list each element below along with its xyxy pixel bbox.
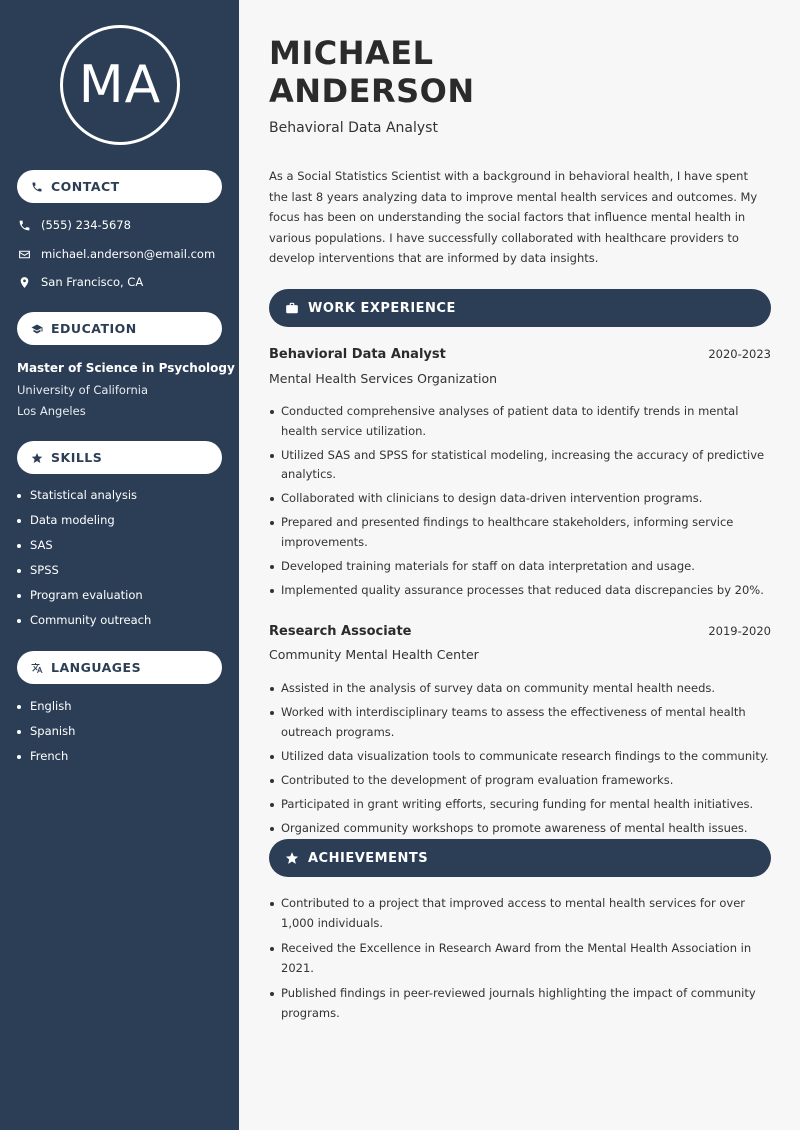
phone-icon — [18, 219, 31, 232]
list-item: Assisted in the analysis of survey data on community mental health needs. — [269, 679, 769, 699]
work-experience-heading-label: WORK EXPERIENCE — [308, 300, 456, 316]
skills-heading-label: SKILLS — [51, 450, 103, 465]
full-name — [269, 34, 475, 110]
education-heading — [17, 312, 222, 345]
languages-heading-label: LANGUAGES — [51, 660, 142, 675]
list-item: Conducted comprehensive analyses of patient data to identify trends in mental health service utilization. — [269, 402, 769, 441]
location-pin-icon — [18, 276, 31, 289]
languages-list — [17, 694, 75, 769]
job-1-title: Behavioral Data Analyst — [269, 347, 446, 362]
list-item: Participated in grant writing efforts, securing funding for mental health initiatives. — [269, 795, 769, 815]
list-item: Prepared and presented findings to healthcare stakeholders, informing service improvements. — [269, 513, 769, 552]
list-item: Implemented quality assurance processes that reduced data discrepancies by 20%. — [269, 581, 769, 601]
graduation-cap-icon — [31, 323, 43, 335]
list-item: English — [17, 694, 75, 719]
contact-heading-label: CONTACT — [51, 179, 120, 194]
contact-heading — [17, 170, 222, 203]
list-item: Contributed to the development of program evaluation frameworks. — [269, 771, 769, 791]
list-item: Utilized data visualization tools to communicate research findings to the community. — [269, 747, 769, 767]
list-item: Published findings in peer-reviewed journals highlighting the impact of community programs. — [269, 984, 769, 1023]
main-content — [239, 0, 800, 1130]
education-school-line1: University of California — [17, 383, 149, 397]
contact-phone — [18, 218, 131, 232]
achievements-bullets — [269, 894, 769, 1028]
job-1-org: Mental Health Services Organization — [269, 371, 498, 386]
email-text: michael.anderson@email.com — [41, 247, 216, 261]
education-school-line2: Los Angeles — [17, 404, 86, 418]
location-text: San Francisco, CA — [41, 275, 144, 289]
list-item: SPSS — [17, 558, 151, 583]
job-2-bullets — [269, 679, 769, 843]
list-item: Collaborated with clinicians to design data-driven intervention programs. — [269, 489, 769, 509]
education-degree: Master of Science in Psychology — [17, 361, 235, 375]
achievements-heading — [269, 839, 771, 877]
list-item: Worked with interdisciplinary teams to assess the effectiveness of mental health outreach programs. — [269, 703, 769, 742]
list-item: Spanish — [17, 719, 75, 744]
job-title-header: Behavioral Data Analyst — [269, 120, 438, 136]
skills-list — [17, 483, 151, 633]
list-item: Program evaluation — [17, 583, 151, 608]
avatar-initials: MA — [60, 25, 180, 145]
briefcase-icon — [285, 301, 299, 315]
sidebar — [0, 0, 239, 1130]
list-item: Received the Excellence in Research Award from the Mental Health Association in 2021. — [269, 939, 769, 978]
list-item: Community outreach — [17, 608, 151, 633]
education-heading-label: EDUCATION — [51, 321, 137, 336]
name-line-1: MICHAEL — [269, 34, 434, 72]
contact-email — [18, 247, 215, 261]
list-item: Developed training materials for staff on data interpretation and usage. — [269, 557, 769, 577]
email-icon — [18, 248, 31, 261]
list-item: Utilized SAS and SPSS for statistical modeling, increasing the accuracy of predictive analytics. — [269, 446, 769, 485]
job-2-org: Community Mental Health Center — [269, 647, 479, 662]
contact-location — [18, 275, 143, 289]
list-item: Contributed to a project that improved access to mental health services for over 1,000 individuals. — [269, 894, 769, 933]
list-item: Organized community workshops to promote awareness of mental health issues. — [269, 819, 769, 839]
list-item: French — [17, 744, 75, 769]
job-1-dates: 2020-2023 — [708, 347, 771, 361]
name-line-2: ANDERSON — [269, 72, 475, 110]
work-experience-heading — [269, 289, 771, 327]
job-2-dates: 2019-2020 — [708, 624, 771, 638]
translate-icon — [31, 662, 43, 674]
achievements-heading-label: ACHIEVEMENTS — [308, 850, 429, 866]
star-icon — [285, 851, 299, 865]
job-1-bullets — [269, 402, 769, 605]
languages-heading — [17, 651, 222, 684]
list-item: SAS — [17, 533, 151, 558]
job-2-title: Research Associate — [269, 624, 412, 639]
phone-text: (555) 234-5678 — [41, 218, 131, 232]
skills-heading — [17, 441, 222, 474]
list-item: Statistical analysis — [17, 483, 151, 508]
phone-icon — [31, 181, 43, 193]
summary: As a Social Statistics Scientist with a background in behavioral health, I have spent the last 8 years analyzing data to improve mental health services and outcomes. My focus has been on understanding the social factors that influence mental health in various populations. I have successfully collaborated with healthcare providers to develop interventions that are informed by data insights. — [269, 169, 758, 265]
list-item: Data modeling — [17, 508, 151, 533]
star-icon — [31, 452, 43, 464]
